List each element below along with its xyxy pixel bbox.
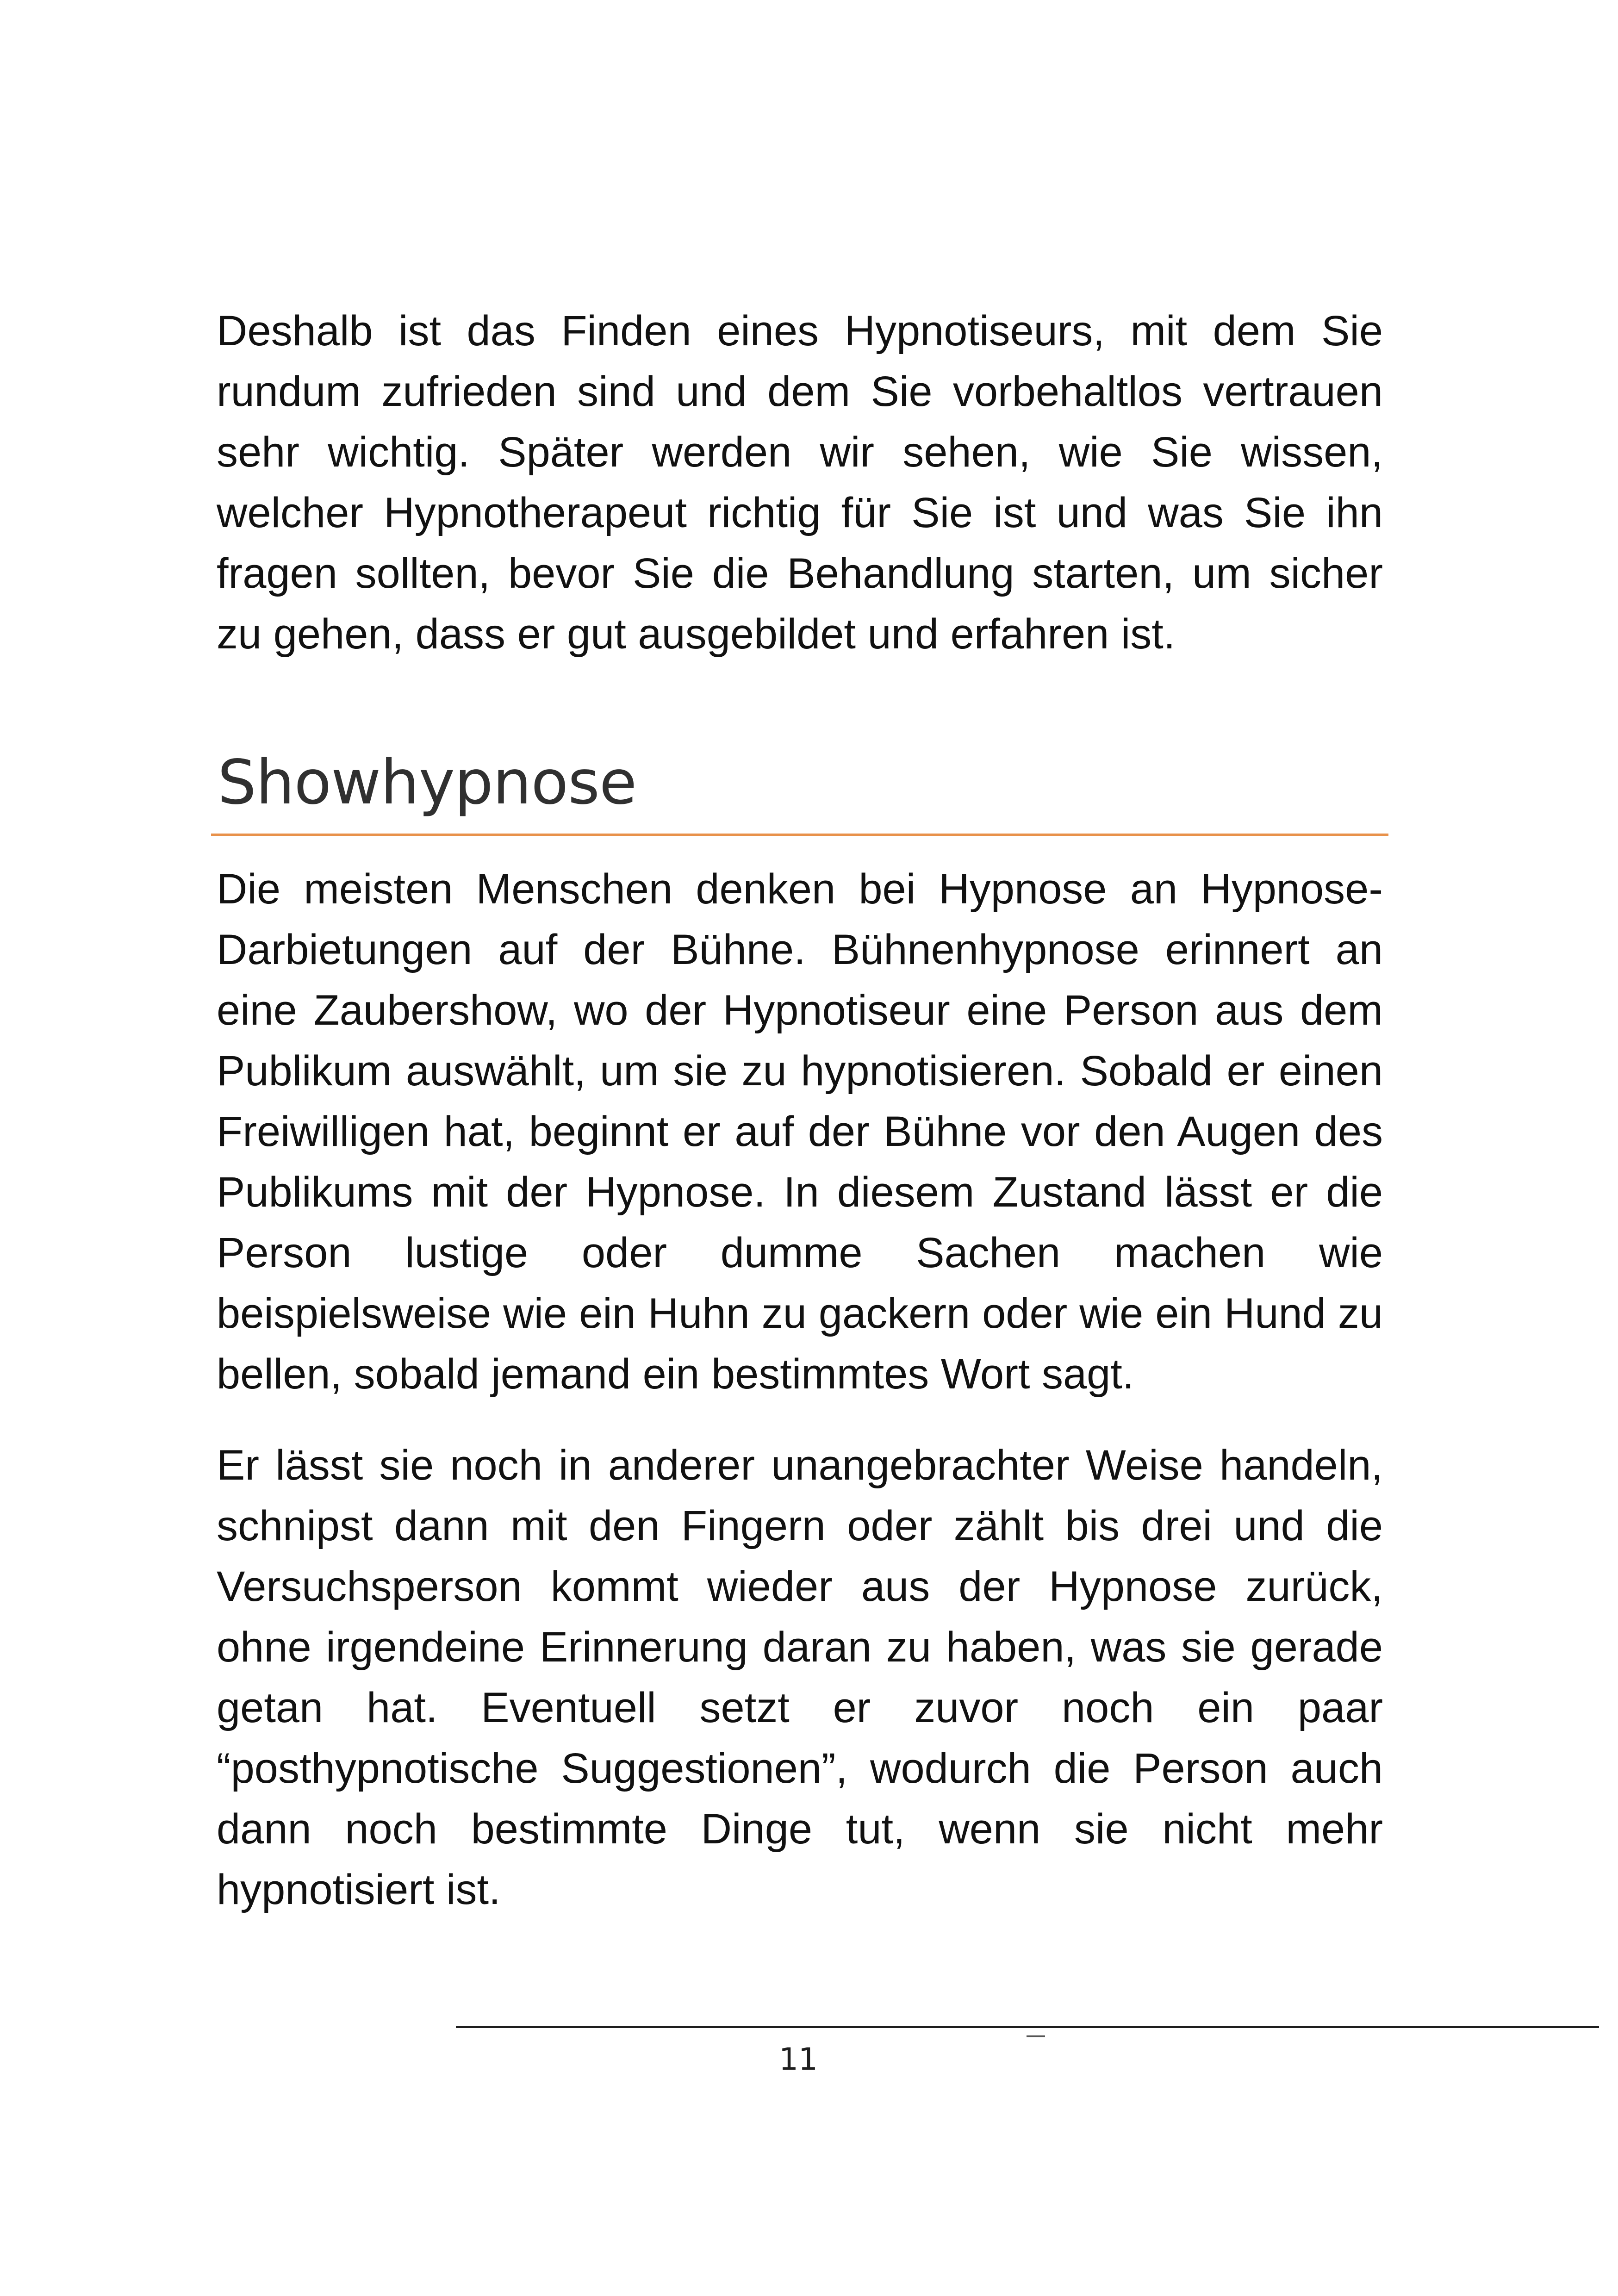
footer-divider: [456, 2026, 1599, 2028]
section-showhypnose: [217, 746, 1383, 1920]
section-title-underline: [211, 834, 1388, 836]
page-number: 11: [779, 2041, 818, 2077]
body-paragraph: Er lässt sie noch in anderer unangebrachter Weise handeln, schnipst dann mit den Fingern oder zählt bis drei und die Versuchsperson kommt wieder aus der Hypnose zurück, ohne irgendeine Erinnerung daran zu haben, was sie gerade getan hat. Eventuell setzt er zuvor noch ein paar “posthypnotische Suggestionen”, wodurch die Person auch dann noch bestimmte Dinge tut, wenn sie nicht mehr hypnotisiert ist.: [217, 1442, 1383, 1913]
footer-divider-mark: [1027, 2035, 1045, 2037]
section-title: Showhypnose: [218, 747, 637, 818]
intro-paragraph: Deshalb ist das Finden eines Hypnotiseurs, mit dem Sie rundum zufrieden sind und dem Sie vorbehaltlos vertrauen sehr wichtig. Später werden wir sehen, wie Sie wissen, welcher Hypnotherapeut richtig für Sie ist und was Sie ihn fragen sollten, bevor Sie die Behandlung starten, um sicher zu gehen, dass er gut ausgebildet und erfahren ist.: [217, 307, 1383, 658]
body-paragraph: Die meisten Menschen denken bei Hypnose an Hypnose-Darbietungen auf der Bühne. Bühnenhypnose erinnert an eine Zaubershow, wo der Hypnotiseur eine Person aus dem Publikum auswählt, um sie zu hypnotisieren. Sobald er einen Freiwilligen hat, beginnt er auf der Bühne vor den Augen des Publikums mit der Hypnose. In diesem Zustand lässt er die Person lustige oder dumme Sachen machen wie beispielsweise wie ein Huhn zu gackern oder wie ein Hund zu bellen, sobald jemand ein bestimmtes Wort sagt.: [217, 865, 1383, 1398]
page-content: [217, 301, 1383, 1920]
section-body: [217, 859, 1383, 1920]
